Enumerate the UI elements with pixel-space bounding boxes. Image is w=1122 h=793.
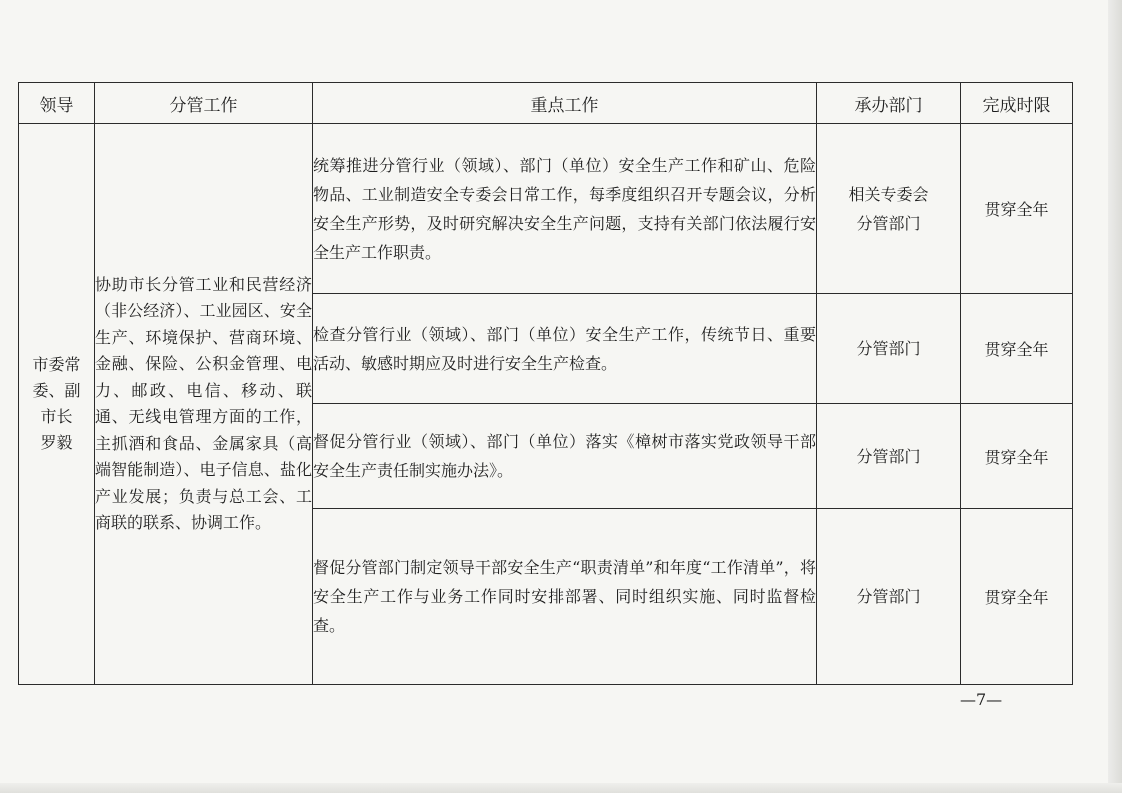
task-cell: 检查分管行业（领域）、部门（单位）安全生产工作，传统节日、重要活动、敏感时期应及时进行安全生产检查。	[313, 294, 817, 404]
dept-cell	[817, 294, 961, 404]
leader-line: 市委常	[32, 355, 81, 374]
leader-cell	[19, 124, 95, 685]
dept-cell	[817, 124, 961, 294]
dept-line: 分管部门	[856, 213, 921, 233]
header-leader: 领导	[19, 83, 95, 124]
leader-line: 市长	[40, 407, 73, 426]
task-cell: 统筹推进分管行业（领域）、部门（单位）安全生产工作和矿山、危险物品、工业制造安全专委会日常工作，每季度组织召开专题会议，分析安全生产形势，及时研究解决安全生产问题，支持有关部门依法履行安全生产工作职责。	[313, 124, 817, 294]
deadline-cell: 贯穿全年	[961, 124, 1073, 294]
leader-line: 委、副	[32, 381, 81, 400]
header-row	[19, 83, 1073, 124]
header-dept: 承办部门	[817, 83, 961, 124]
header-deadline: 完成时限	[961, 83, 1073, 124]
deadline-cell: 贯穿全年	[961, 294, 1073, 404]
scope-cell: 协助市长分管工业和民营经济（非公经济）、工业园区、安全生产、环境保护、营商环境、金融、保险、公积金管理、电力、邮政、电信、移动、联通、无线电管理方面的工作，主抓酒和食品、金属家具（高端智能制造）、电子信息、盐化产业发展；负责与总工会、工商联的联系、协调工作。	[95, 124, 313, 685]
responsibility-table	[18, 82, 1073, 685]
task-cell: 督促分管行业（领域）、部门（单位）落实《樟树市落实党政领导干部安全生产责任制实施办法》。	[313, 404, 817, 509]
dept-line: 分管部门	[856, 446, 921, 466]
dept-cell	[817, 404, 961, 509]
table-row	[19, 124, 1073, 294]
page-number: —7—	[960, 690, 1003, 709]
header-scope: 分管工作	[95, 83, 313, 124]
deadline-cell: 贯穿全年	[961, 404, 1073, 509]
header-tasks: 重点工作	[313, 83, 817, 124]
dept-line: 分管部门	[856, 587, 921, 606]
dept-line: 相关专委会	[848, 184, 929, 204]
dept-line: 分管部门	[856, 339, 921, 358]
leader-line: 罗毅	[40, 433, 73, 452]
deadline-cell: 贯穿全年	[961, 509, 1073, 685]
scan-bottom	[0, 783, 1122, 793]
scan-edge	[1108, 0, 1122, 793]
task-cell: 督促分管部门制定领导干部安全生产“职责清单”和年度“工作清单”，将安全生产工作与业务工作同时安排部署、同时组织实施、同时监督检查。	[313, 509, 817, 685]
dept-cell	[817, 509, 961, 685]
